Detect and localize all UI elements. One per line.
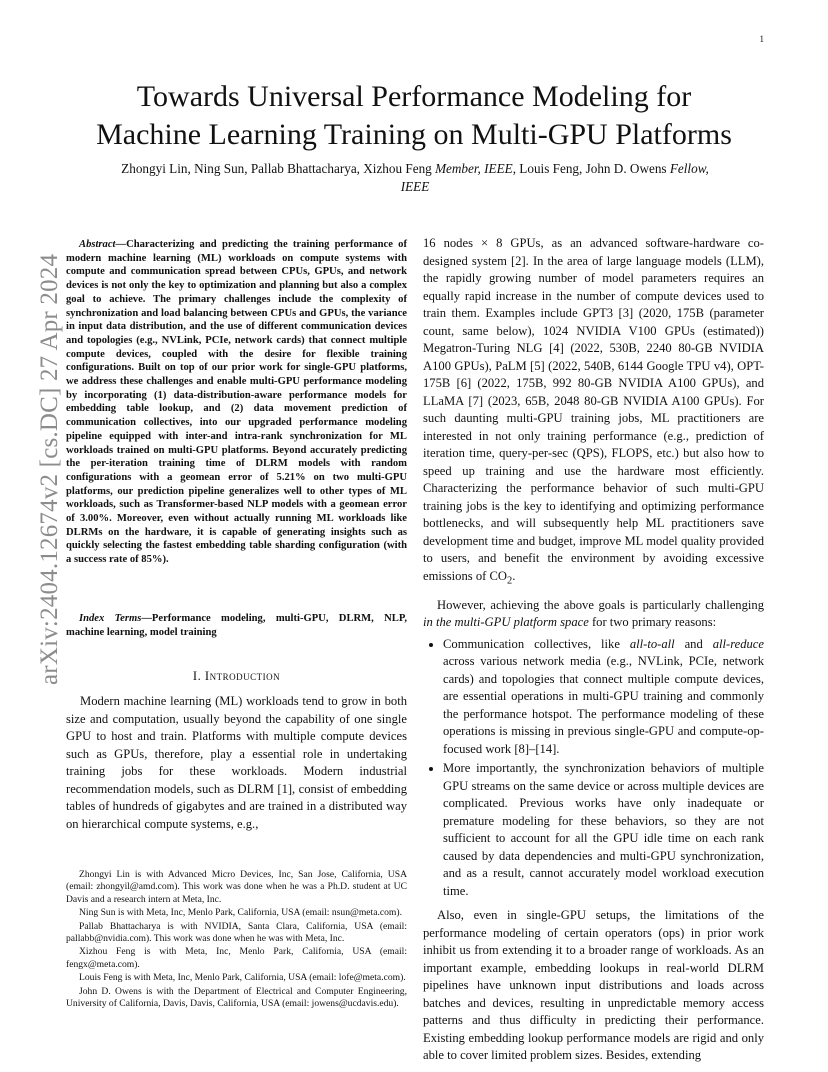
page-number: 1 — [759, 34, 764, 44]
title-line-2: Machine Learning Training on Multi-GPU Platforms — [96, 118, 732, 151]
title-line-1: Towards Universal Performance Modeling for — [136, 80, 692, 113]
footnote: Zhongyi Lin is with Advanced Micro Devices, Inc, San Jose, California, USA (email: zhongyil@amd.com). This work was done when he was a Ph.D. student at UC Davis and a research intern at Meta, Inc. — [66, 869, 407, 905]
index-terms-label: Index Terms — [79, 613, 142, 624]
footnote: Xizhou Feng is with Meta, Inc, Menlo Park, California, USA (email: fengx@meta.com). — [66, 946, 407, 970]
index-terms — [66, 612, 407, 639]
intro-paragraph: Modern machine learning (ML) workloads tend to grow in both size and computation, usually beyond the capability of one single GPU to host and train. Platforms with multiple compute devices such as GPUs, therefore, play a essential role in undertaking training jobs for these workloads. Modern industrial recommendation models, such as DLRM [1], consist of embedding tables of hundreds of gigabytes and are trained in a distributed way on hierarchical compute systems, e.g., — [66, 694, 407, 831]
right-paragraph-1-end: . — [512, 568, 516, 583]
right-paragraph-2 — [423, 597, 764, 632]
fellow-ieee: Fellow, — [669, 161, 709, 176]
abstract — [66, 238, 407, 567]
bullet1-c: across various network media (e.g., NVLink, PCIe, network cards) and topologies that connect multiple compute devices, are essential operations in multi-GPU training and commonly the performance hotspot. The performance modeling of these operations is missing in previous single-GPU and compute-op-focused work [8]–[14]. — [443, 654, 764, 756]
right-column — [423, 235, 764, 1065]
footnotes — [66, 869, 407, 1011]
footnote: Louis Feng is with Meta, Inc, Menlo Park, California, USA (email: lofe@meta.com). — [79, 972, 406, 984]
footnote: John D. Owens is with the Department of Electrical and Computer Engineering, University of California, Davis, Davis, California, USA (email: jowens@ucdavis.edu). — [66, 985, 407, 1009]
section-heading-introduction: I. Introduction — [192, 669, 281, 683]
list-item — [443, 636, 764, 759]
bullet1-all-to-all: all-to-all — [629, 636, 675, 651]
member-ieee: Member, IEEE — [435, 161, 513, 176]
authors-part-2: , Louis Feng, John D. Owens — [512, 161, 670, 176]
co2-subscript: 2 — [506, 575, 513, 587]
right-paragraph-2-b: for two primary reasons: — [588, 615, 717, 630]
bullet1-all-reduce: all-reduce — [712, 636, 764, 651]
abstract-label: Abstract — [79, 239, 116, 250]
footnote: Pallab Bhattacharya is with NVIDIA, Santa Clara, California, USA (email: pallabb@nvidia.com). This work was done when he was with Meta, Inc. — [66, 920, 407, 944]
list-item: • More importantly, the synchronization behaviors of multiple GPU streams on the same device or across multiple devices are complicated. Previous works have only inadequate or premature modeling for these behaviors, so they are not sufficient to account for all the GPU idle time on each rank caused by data dependencies and multi-GPU synchronization, and as a result, cannot accurately model workload execution time. — [443, 760, 764, 900]
paper-title — [60, 78, 768, 154]
bullet1-a: Communication collectives, like — [443, 636, 630, 651]
index-terms-text: —Performance modeling, multi-GPU, DLRM, NLP, machine learning, model training — [66, 613, 407, 638]
abstract-text: —Characterizing and predicting the training performance of modern machine learning (ML) workloads on compute systems with compute and communication spread between CPUs, GPUs, and network devices is not only the key to optimization and planning but also a complex goal to achieve. The primary challenges include the complexity of synchronization and load balancing between CPUs and GPUs, the variance in input data distribution, and the use of different communication devices and topologies (e.g., NVLink, PCIe, network cards) that connect multiple compute devices, coupled with the desire for flexible training configurations. Built on top of our prior work for single-GPU platforms, we address these challenges and enable multi-GPU performance modeling by incorporating (1) data-distribution-aware performance models for embedding table lookup, and (2) data movement prediction of communication collectives, into our upgraded performance modeling pipeline equipped with inter-and intra-rank synchronization for ML workloads trained on multi-GPU platforms. Beyond accurately predicting the per-iteration training time of DLRM models with random configurations with a geomean error of 5.21% on two multi-GPU platforms, our prediction pipeline generalizes well to other types of ML workloads, such as Transformer-based NLP models with a geomean error of 3.00%. Moreover, even without actually running ML workloads like DLRMs on the hardware, it is capable of generating insights such as quickly selecting the fastest embedding table sharding configuration (with a success rate of 85%). — [66, 239, 407, 566]
ieee-suffix: IEEE — [400, 179, 430, 194]
right-paragraph-2-em: in the multi-GPU platform space — [423, 615, 589, 630]
right-paragraph-2-a: However, achieving the above goals is particularly challenging — [437, 597, 764, 612]
right-paragraph-1 — [423, 235, 764, 590]
author-list — [70, 160, 760, 196]
arxiv-identifier: arXiv:2404.12674v2 [cs.DC] 27 Apr 2024 — [36, 253, 63, 685]
footnote: Ning Sun is with Meta, Inc, Menlo Park, California, USA (email: nsun@meta.com). — [79, 907, 402, 919]
bullet1-b: and — [674, 636, 713, 651]
right-paragraph-3: Also, even in single-GPU setups, the limitations of the performance modeling of certain operators (ops) in prior work inhibit us from extending it to a broader range of workloads. As an important example, embedding lookups in real-world DLRM pipelines have unknown input distributions and loads across batches and devices, resulting in unpredictable memory access patterns and thus difficulty in predicting their performance. Existing embedding lookup performance models are rigid and only able to cover limited problem sizes. Besides, extending — [423, 908, 764, 1063]
authors-part-1: Zhongyi Lin, Ning Sun, Pallab Bhattacharya, Xizhou Feng — [121, 161, 436, 176]
reasons-list — [423, 636, 764, 901]
right-paragraph-1-text: 16 nodes × 8 GPUs, as an advanced software-hardware co-designed system [2]. In the area of large language models (LLM), the rapidly growing number of model parameters requires an equally rapid increase in the number of compute devices used to train them. Examples include GPT3 [3] (2020, 175B (parameter count, same below), 1024 NVIDIA V100 GPUs (estimated)) Megatron-Turing NLG [4] (2022, 530B, 2240 80-GB NVIDIA A100 GPUs), PaLM [5] (2022, 540B, 6144 Google TPU v4), OPT-175B [6] (2022, 175B, 992 80-GB NVIDIA A100 GPUs), and LLaMA [7] (2023, 65B, 2048 80-GB NVIDIA A100 GPUs). For such daunting multi-GPU training jobs, ML practitioners are interested in not only training performance (e.g., prediction of iteration time, query-per-sec (QPS), FLOPS, etc.) but also how to speed up training and use the hardware most efficiently. Characterizing the performance behavior of such multi-GPU training jobs is the key to identifying and optimizing performance bottlenecks, and will subsequently help ML practitioners save development time and budget, improve ML model quality provided to users, and benefit the environment by avoiding excessive emissions of CO — [423, 236, 764, 583]
